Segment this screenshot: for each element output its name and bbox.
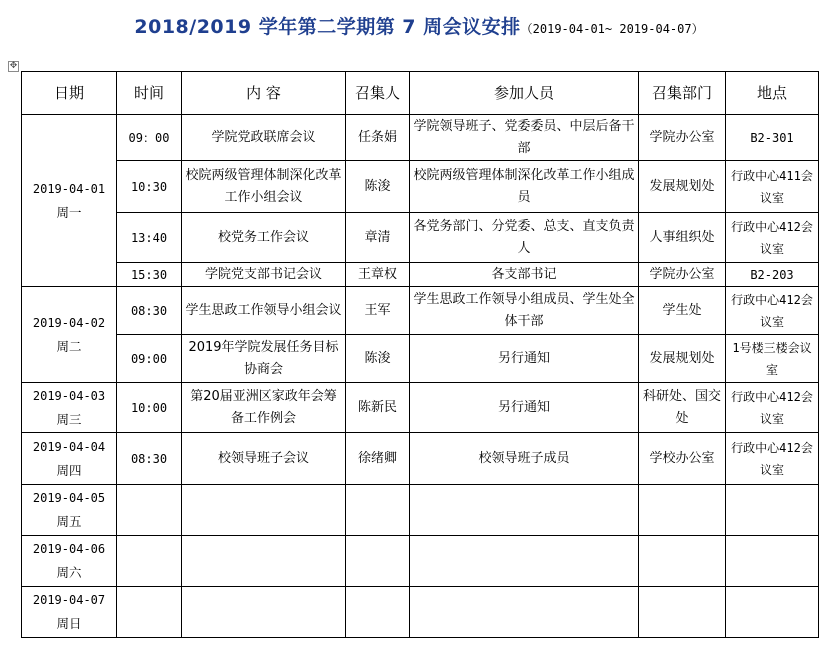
attendees-cell (410, 536, 639, 587)
time-cell (117, 587, 182, 638)
convener-cell: 徐绪卿 (346, 433, 410, 485)
convener-cell: 章清 (346, 213, 410, 263)
attendees-cell: 校领导班子成员 (410, 433, 639, 485)
department-cell: 发展规划处 (639, 161, 726, 213)
content-cell: 学院党政联席会议 (182, 115, 346, 161)
date-text: 2019-04-01 (32, 181, 106, 196)
content-cell (182, 587, 346, 638)
weekday-text: 周四 (56, 462, 82, 478)
table-row (22, 383, 819, 433)
weekday-text: 周六 (56, 565, 82, 580)
content-cell: 第20届亚洲区家政年会筹备工作例会 (182, 383, 346, 433)
time-cell: 08:30 (117, 433, 182, 485)
content-cell: 校院两级管理体制深化改革工作小组会议 (182, 161, 346, 213)
department-cell: 学院办公室 (639, 263, 726, 287)
header-location: 地点 (726, 72, 819, 115)
attendees-cell: 学院领导班子、党委委员、中层后备干部 (410, 115, 639, 161)
attendees-cell: 学生思政工作领导小组成员、学生处全体干部 (410, 287, 639, 335)
table-move-handle-icon[interactable]: ✥ (9, 61, 18, 71)
department-cell: 发展规划处 (639, 335, 726, 383)
content-cell (182, 485, 346, 536)
header-attendees: 参加人员 (410, 72, 639, 115)
location-cell: 行政中心412会议室 (726, 383, 819, 433)
weekday-text: 周二 (56, 338, 82, 354)
content-cell: 学生思政工作领导小组会议 (182, 287, 346, 335)
department-cell: 学生处 (639, 287, 726, 335)
schedule-body (22, 115, 819, 638)
convener-cell: 任条娟 (346, 115, 410, 161)
table-row (22, 587, 819, 638)
time-cell: 15:30 (117, 263, 182, 287)
content-cell: 2019年学院发展任务目标协商会 (182, 335, 346, 383)
department-cell: 科研处、国交处 (639, 383, 726, 433)
header-department: 召集部门 (639, 72, 726, 115)
time-cell (117, 485, 182, 536)
table-row (22, 213, 819, 263)
content-cell: 校党务工作会议 (182, 213, 346, 263)
meeting-schedule-table (21, 71, 819, 638)
date-cell (22, 433, 117, 485)
header-convener: 召集人 (346, 72, 410, 115)
time-cell: 10:00 (117, 383, 182, 433)
attendees-cell (410, 587, 639, 638)
convener-cell: 陈浚 (346, 335, 410, 383)
weekday-text: 周一 (56, 204, 82, 220)
weekday-text: 周五 (56, 514, 82, 529)
date-text: 2019-04-05 (32, 491, 106, 505)
content-cell (182, 536, 346, 587)
content-cell: 校领导班子会议 (182, 433, 346, 485)
attendees-cell (410, 485, 639, 536)
convener-cell (346, 536, 410, 587)
date-text: 2019-04-02 (32, 315, 106, 330)
date-cell (22, 383, 117, 433)
page-title (0, 12, 838, 39)
date-text: 2019-04-07 (32, 593, 106, 607)
date-cell (22, 587, 117, 638)
time-cell: 09：00 (117, 115, 182, 161)
location-cell: 1号楼三楼会议室 (726, 335, 819, 383)
table-row (22, 536, 819, 587)
time-cell: 13:40 (117, 213, 182, 263)
convener-cell: 陈新民 (346, 383, 410, 433)
location-cell (726, 587, 819, 638)
convener-cell (346, 587, 410, 638)
department-cell (639, 587, 726, 638)
attendees-cell: 另行通知 (410, 335, 639, 383)
table-row (22, 433, 819, 485)
table-row (22, 161, 819, 213)
time-cell: 09:00 (117, 335, 182, 383)
convener-cell: 王章权 (346, 263, 410, 287)
header-time: 时间 (117, 72, 182, 115)
header-row (22, 72, 819, 115)
location-cell (726, 485, 819, 536)
department-cell (639, 536, 726, 587)
table-row (22, 485, 819, 536)
department-cell (639, 485, 726, 536)
attendees-cell: 各党务部门、分党委、总支、直支负责人 (410, 213, 639, 263)
title-date-range: （2019-04-01~ 2019-04-07） (520, 22, 704, 36)
header-date: 日期 (22, 72, 117, 115)
department-cell: 学院办公室 (639, 115, 726, 161)
date-text: 2019-04-03 (32, 388, 106, 403)
location-cell: B2-301 (726, 115, 819, 161)
table-row (22, 263, 819, 287)
time-cell: 10:30 (117, 161, 182, 213)
department-cell: 人事组织处 (639, 213, 726, 263)
date-cell (22, 287, 117, 383)
weekday-text: 周日 (56, 616, 82, 631)
department-cell: 学校办公室 (639, 433, 726, 485)
date-cell (22, 536, 117, 587)
attendees-cell: 校院两级管理体制深化改革工作小组成员 (410, 161, 639, 213)
convener-cell: 陈浚 (346, 161, 410, 213)
date-cell (22, 485, 117, 536)
location-cell: B2-203 (726, 263, 819, 287)
location-cell: 行政中心412会议室 (726, 433, 819, 485)
date-text: 2019-04-04 (32, 439, 106, 454)
attendees-cell: 另行通知 (410, 383, 639, 433)
header-content: 内 容 (182, 72, 346, 115)
location-cell: 行政中心411会议室 (726, 161, 819, 213)
table-row (22, 287, 819, 335)
convener-cell: 王军 (346, 287, 410, 335)
time-cell (117, 536, 182, 587)
table-row (22, 335, 819, 383)
location-cell (726, 536, 819, 587)
attendees-cell: 各支部书记 (410, 263, 639, 287)
weekday-text: 周三 (56, 411, 82, 427)
date-text: 2019-04-06 (32, 542, 106, 556)
date-cell (22, 115, 117, 287)
location-cell: 行政中心412会议室 (726, 287, 819, 335)
title-main: 2018/2019 学年第二学期第 7 周会议安排 (134, 16, 521, 38)
convener-cell (346, 485, 410, 536)
time-cell: 08:30 (117, 287, 182, 335)
table-row (22, 115, 819, 161)
content-cell: 学院党支部书记会议 (182, 263, 346, 287)
location-cell: 行政中心412会议室 (726, 213, 819, 263)
